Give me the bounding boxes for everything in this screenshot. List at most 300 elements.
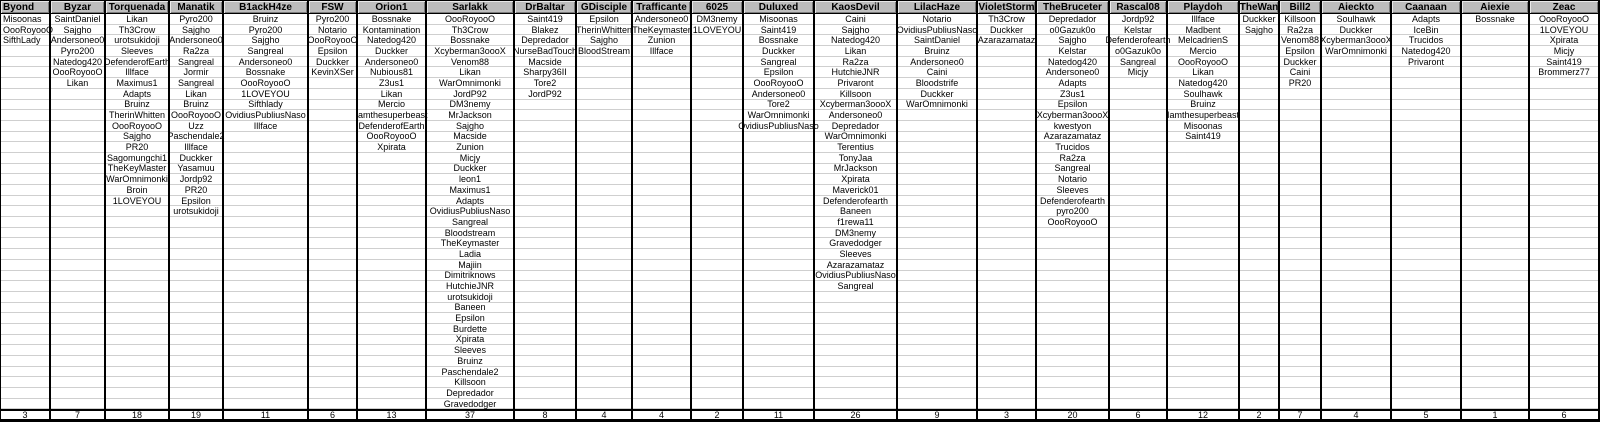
empty-cell: [744, 377, 813, 388]
member-name: Mercio: [377, 99, 405, 110]
member-name: Venom88: [450, 56, 490, 67]
member-name: Misoonas: [759, 13, 798, 24]
empty-cell: [1110, 142, 1166, 153]
member-name: leon1: [458, 174, 482, 185]
empty-cell: [898, 356, 976, 367]
empty-cell: [633, 217, 690, 228]
member-cell: [898, 100, 976, 111]
member-name: Majiin: [458, 259, 482, 270]
member-name: Macside: [528, 56, 562, 67]
member-name: Pyro200: [60, 45, 95, 56]
count-value: 3: [1003, 410, 1009, 421]
count-value: 1: [1492, 410, 1498, 421]
empty-cell: [1, 121, 49, 132]
member-name: Ra2za: [1059, 152, 1086, 163]
member-cell: [1105, 35, 1171, 46]
empty-cell: [577, 313, 631, 324]
empty-cell: [1530, 217, 1598, 228]
empty-cell: [1392, 121, 1460, 132]
column-count: [1462, 409, 1528, 422]
empty-cell: [309, 399, 356, 410]
empty-cell: [1462, 57, 1528, 68]
empty-cell: [1280, 249, 1320, 260]
member-name: Ra2za: [1286, 24, 1313, 35]
empty-cell: [358, 345, 425, 356]
empty-cell: [515, 228, 575, 239]
empty-cell: [1392, 153, 1460, 164]
member-cell: [170, 164, 222, 175]
member-name: Maximus1: [449, 184, 491, 195]
empty-cell: [1462, 78, 1528, 89]
empty-cell: [1, 260, 49, 271]
empty-cell: [1322, 217, 1390, 228]
member-name: Sajgho: [841, 24, 870, 35]
member-cell: [427, 46, 513, 57]
empty-cell: [815, 313, 896, 324]
empty-cell: [309, 217, 356, 228]
member-name: Xpirata: [377, 142, 406, 153]
empty-cell: [633, 78, 690, 89]
member-cell: [815, 35, 896, 46]
empty-cell: [1110, 345, 1166, 356]
empty-cell: [224, 217, 307, 228]
column-count: [692, 409, 742, 422]
empty-cell: [1530, 110, 1598, 121]
empty-cell: [1280, 121, 1320, 132]
empty-cell: [1322, 121, 1390, 132]
member-cell: [309, 46, 356, 57]
empty-cell: [898, 367, 976, 378]
member-cell: [427, 292, 513, 303]
empty-cell: [1240, 345, 1278, 356]
member-cell: [358, 35, 425, 46]
empty-cell: [1530, 185, 1598, 196]
empty-cell: [1462, 388, 1528, 399]
member-name: Adapts: [1058, 77, 1087, 88]
empty-cell: [106, 260, 168, 271]
empty-cell: [1240, 303, 1278, 314]
member-name: Natedog420: [830, 35, 881, 46]
column-byond: [0, 1, 54, 422]
empty-cell: [1392, 271, 1460, 282]
column-count: [1037, 409, 1108, 422]
empty-cell: [1530, 100, 1598, 111]
empty-cell: [1530, 132, 1598, 143]
empty-cell: [106, 324, 168, 335]
member-cell: [815, 57, 896, 68]
empty-cell: [692, 388, 742, 399]
empty-cell: [1280, 335, 1320, 346]
empty-cell: [577, 185, 631, 196]
column-header-byzar: Byzar: [51, 1, 104, 14]
member-cell: [1168, 78, 1238, 89]
member-cell: [1392, 35, 1460, 46]
empty-cell: [1462, 324, 1528, 335]
empty-cell: [51, 356, 104, 367]
empty-cell: [1240, 377, 1278, 388]
empty-cell: [309, 367, 356, 378]
empty-cell: [170, 292, 222, 303]
member-cell: [1530, 25, 1598, 36]
empty-cell: [633, 142, 690, 153]
empty-cell: [170, 303, 222, 314]
member-name: Bossnake: [371, 13, 412, 24]
column-count: [1, 409, 49, 422]
empty-cell: [1168, 313, 1238, 324]
empty-cell: [358, 324, 425, 335]
member-cell: [427, 100, 513, 111]
member-name: Paschendale2: [167, 131, 225, 142]
member-cell: [815, 110, 896, 121]
empty-cell: [1462, 196, 1528, 207]
column-6025: [692, 1, 744, 422]
member-name: JordP92: [528, 88, 562, 99]
member-name: Likan: [380, 88, 403, 99]
empty-cell: [978, 367, 1035, 378]
member-name: OvidiusPubliusNaso: [225, 110, 306, 121]
empty-cell: [1110, 399, 1166, 410]
empty-cell: [51, 388, 104, 399]
empty-cell: [515, 356, 575, 367]
member-name: Duckker: [761, 45, 795, 56]
member-name: Micjy: [1553, 45, 1575, 56]
empty-cell: [1240, 313, 1278, 324]
empty-cell: [633, 281, 690, 292]
empty-cell: [1530, 399, 1598, 410]
member-name: Sangreal: [247, 45, 284, 56]
empty-cell: [978, 271, 1035, 282]
member-name: Bruinz: [252, 13, 279, 24]
empty-cell: [1240, 399, 1278, 410]
empty-cell: [633, 324, 690, 335]
empty-cell: [224, 271, 307, 282]
column-count: [633, 409, 690, 422]
empty-cell: [106, 238, 168, 249]
member-name: Saint419: [1546, 56, 1582, 67]
empty-cell: [577, 89, 631, 100]
member-name: Venom88: [1280, 35, 1320, 46]
empty-cell: [692, 185, 742, 196]
empty-cell: [1392, 324, 1460, 335]
empty-cell: [1168, 164, 1238, 175]
empty-cell: [106, 367, 168, 378]
column-playdoh: [1168, 1, 1240, 422]
member-cell: [898, 78, 976, 89]
empty-cell: [1, 249, 49, 260]
column-count: [309, 409, 356, 422]
empty-cell: [1392, 292, 1460, 303]
member-name: Misoonas: [1183, 120, 1223, 131]
empty-cell: [1037, 249, 1108, 260]
empty-cell: [815, 324, 896, 335]
count-value: 4: [601, 410, 607, 421]
member-name: Saint419: [760, 24, 797, 35]
empty-cell: [1280, 313, 1320, 324]
member-name: Defenderofearth: [1105, 35, 1171, 46]
member-cell: [51, 78, 104, 89]
empty-cell: [51, 196, 104, 207]
column-header-aiexie: Aiexie: [1462, 1, 1528, 14]
empty-cell: [978, 228, 1035, 239]
empty-cell: [51, 121, 104, 132]
empty-cell: [1240, 206, 1278, 217]
member-cell: [515, 67, 575, 78]
member-cell: [1037, 142, 1108, 153]
member-name: o0Gazuk0o: [1114, 45, 1162, 56]
member-cell: [1, 14, 49, 25]
empty-cell: [1462, 356, 1528, 367]
member-name: OooRoyooO: [366, 131, 417, 142]
empty-cell: [898, 206, 976, 217]
column-lilachaze: [898, 1, 978, 422]
empty-cell: [51, 281, 104, 292]
empty-cell: [515, 164, 575, 175]
empty-cell: [1462, 271, 1528, 282]
member-name: Xcyberman3oooX: [434, 45, 506, 56]
empty-cell: [898, 185, 976, 196]
empty-cell: [515, 399, 575, 410]
member-cell: [224, 14, 307, 25]
empty-cell: [1110, 164, 1166, 175]
empty-cell: [224, 228, 307, 239]
member-cell: [106, 164, 168, 175]
empty-cell: [515, 142, 575, 153]
member-name: Bossnake: [758, 35, 799, 46]
empty-cell: [1322, 238, 1390, 249]
empty-cell: [309, 356, 356, 367]
empty-cell: [1280, 217, 1320, 228]
empty-cell: [51, 313, 104, 324]
member-cell: [427, 67, 513, 78]
member-cell: [1168, 25, 1238, 36]
column-count: [51, 409, 104, 422]
member-name: Duckker: [1242, 13, 1276, 24]
column-duluxed: [738, 1, 819, 422]
member-name: urotsukidoji: [447, 291, 493, 302]
empty-cell: [744, 292, 813, 303]
member-name: Likan: [844, 45, 867, 56]
count-value: 7: [74, 410, 80, 421]
empty-cell: [1280, 153, 1320, 164]
empty-cell: [358, 174, 425, 185]
member-name: Bossnake: [1475, 13, 1515, 24]
member-cell: [815, 25, 896, 36]
member-name: Caini: [845, 13, 866, 24]
empty-cell: [633, 206, 690, 217]
empty-cell: [1, 238, 49, 249]
empty-cell: [224, 313, 307, 324]
empty-cell: [1322, 345, 1390, 356]
member-cell: [106, 89, 168, 100]
member-name: Privaront: [837, 77, 874, 88]
member-name: Yasamuu: [177, 163, 215, 174]
member-name: SaintDaniel: [913, 35, 961, 46]
empty-cell: [1, 399, 49, 410]
count-value: 6: [1135, 410, 1141, 421]
empty-cell: [744, 196, 813, 207]
empty-cell: [309, 260, 356, 271]
member-name: WarOmnimonki: [1325, 45, 1387, 56]
empty-cell: [633, 303, 690, 314]
empty-cell: [1462, 281, 1528, 292]
empty-cell: [898, 345, 976, 356]
empty-cell: [815, 335, 896, 346]
empty-cell: [692, 281, 742, 292]
member-cell: [1037, 110, 1108, 121]
member-cell: [1037, 89, 1108, 100]
empty-cell: [744, 132, 813, 143]
empty-cell: [1392, 399, 1460, 410]
empty-cell: [898, 271, 976, 282]
empty-cell: [1530, 89, 1598, 100]
member-cell: [898, 89, 976, 100]
member-cell: [106, 78, 168, 89]
empty-cell: [1, 388, 49, 399]
empty-cell: [515, 110, 575, 121]
empty-cell: [1462, 153, 1528, 164]
member-cell: [692, 25, 742, 36]
empty-cell: [1322, 303, 1390, 314]
member-name: o0Gazuk0o: [1049, 24, 1096, 35]
column-orion1: [355, 1, 428, 422]
empty-cell: [1037, 281, 1108, 292]
empty-cell: [692, 324, 742, 335]
empty-cell: [1322, 206, 1390, 217]
empty-cell: [1280, 356, 1320, 367]
member-name: Baneen: [839, 206, 872, 217]
empty-cell: [515, 260, 575, 271]
member-cell: [978, 14, 1035, 25]
empty-cell: [1110, 356, 1166, 367]
member-cell: [633, 46, 690, 57]
empty-cell: [1110, 303, 1166, 314]
member-name: Terentius: [837, 142, 874, 153]
member-name: Jordp92: [1121, 13, 1155, 24]
empty-cell: [51, 100, 104, 111]
column-violetstorm: [978, 1, 1037, 422]
empty-cell: [1037, 324, 1108, 335]
empty-cell: [51, 345, 104, 356]
empty-cell: [633, 377, 690, 388]
member-cell: [1, 24, 54, 36]
member-cell: [309, 67, 356, 78]
empty-cell: [633, 271, 690, 282]
column-count: [898, 409, 976, 422]
empty-cell: [1037, 260, 1108, 271]
member-name: Maximus1: [116, 77, 158, 88]
empty-cell: [1037, 399, 1108, 410]
empty-cell: [1240, 110, 1278, 121]
empty-cell: [633, 367, 690, 378]
member-cell: [358, 132, 425, 143]
empty-cell: [1392, 249, 1460, 260]
member-cell: [815, 249, 896, 260]
empty-cell: [898, 313, 976, 324]
empty-cell: [1240, 324, 1278, 335]
member-name: Xpirata: [1549, 35, 1579, 46]
member-name: Sleeves: [453, 345, 487, 356]
member-cell: [1322, 25, 1390, 36]
empty-cell: [898, 164, 976, 175]
member-cell: [978, 25, 1035, 36]
empty-cell: [744, 367, 813, 378]
member-name: PR20: [125, 142, 149, 153]
member-cell: [106, 153, 168, 164]
member-cell: [358, 142, 425, 153]
member-cell: [170, 78, 222, 89]
empty-cell: [1530, 260, 1598, 271]
empty-cell: [633, 89, 690, 100]
empty-cell: [1, 303, 49, 314]
member-cell: [1322, 14, 1390, 25]
empty-cell: [170, 345, 222, 356]
member-name: SaintDaniel: [54, 13, 101, 24]
member-cell: [427, 345, 513, 356]
member-name: OooRoyooO: [307, 35, 358, 46]
empty-cell: [515, 100, 575, 111]
empty-cell: [1240, 217, 1278, 228]
empty-cell: [1240, 132, 1278, 143]
member-name: Sangreal: [760, 56, 797, 67]
empty-cell: [1240, 89, 1278, 100]
empty-cell: [692, 260, 742, 271]
member-cell: [106, 46, 168, 57]
member-cell: [1280, 78, 1320, 89]
empty-cell: [744, 281, 813, 292]
member-name: DefenderofEarth: [103, 56, 171, 67]
empty-cell: [1322, 196, 1390, 207]
empty-cell: [633, 121, 690, 132]
empty-cell: [815, 292, 896, 303]
member-cell: [427, 249, 513, 260]
member-cell: [515, 35, 575, 46]
empty-cell: [1392, 367, 1460, 378]
empty-cell: [1462, 377, 1528, 388]
empty-cell: [692, 217, 742, 228]
member-cell: [427, 57, 513, 68]
empty-cell: [577, 206, 631, 217]
empty-cell: [692, 132, 742, 143]
empty-cell: [1168, 377, 1238, 388]
member-name: Andersoneo0: [238, 56, 293, 67]
empty-cell: [978, 260, 1035, 271]
empty-cell: [1280, 89, 1320, 100]
empty-cell: [692, 206, 742, 217]
empty-cell: [1322, 271, 1390, 282]
member-cell: [515, 57, 575, 68]
member-cell: [1530, 35, 1598, 46]
member-name: Saint419: [1185, 131, 1221, 142]
member-name: Epsilon: [181, 195, 211, 206]
empty-cell: [1392, 228, 1460, 239]
empty-cell: [1, 367, 49, 378]
empty-cell: [1168, 249, 1238, 260]
member-cell: [577, 25, 631, 36]
column-header-fsw: FSW: [309, 1, 356, 14]
member-cell: [427, 217, 513, 228]
count-value: 2: [1256, 410, 1262, 421]
member-name: DM3nemy: [696, 13, 738, 24]
member-name: f1rewa11: [837, 216, 874, 227]
member-cell: [633, 35, 690, 46]
empty-cell: [1110, 78, 1166, 89]
empty-cell: [1168, 185, 1238, 196]
column-byzar: [51, 1, 106, 422]
empty-cell: [577, 217, 631, 228]
empty-cell: [577, 142, 631, 153]
member-name: 1LOVEYOU: [692, 24, 742, 35]
empty-cell: [358, 292, 425, 303]
